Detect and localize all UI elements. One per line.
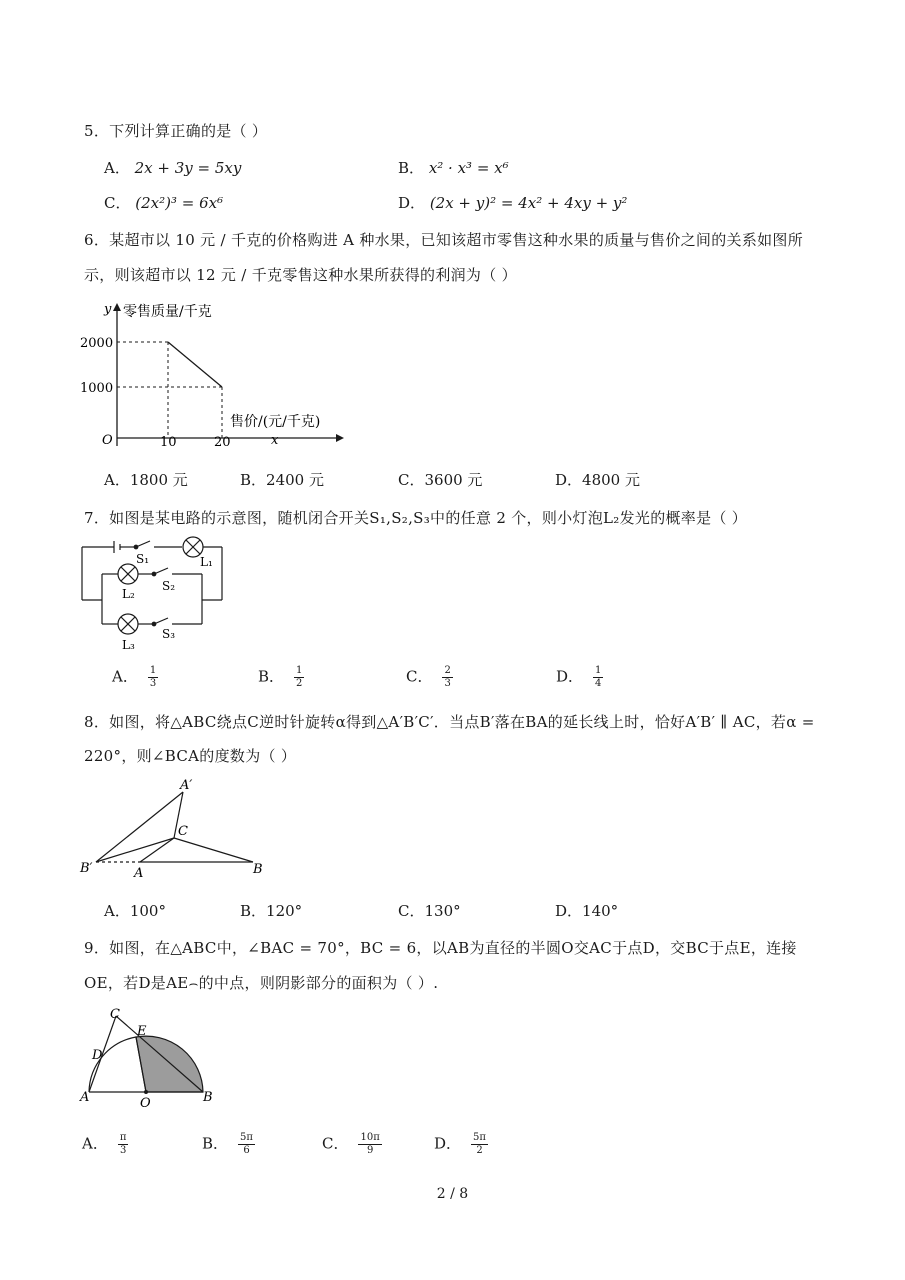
label-l1: L₁ xyxy=(200,555,213,569)
page-number: 2 / 8 xyxy=(436,1186,469,1202)
semicircle-arc-left xyxy=(89,1037,136,1092)
switch-s1 xyxy=(136,541,150,547)
q7-option-b-label: B． xyxy=(258,667,285,686)
q7-option-b-num: 1 xyxy=(296,665,303,676)
q7-option-c-label: C． xyxy=(406,667,433,686)
q6-graph xyxy=(76,298,356,458)
q7-option-b-fraction xyxy=(294,665,304,690)
q9-option-b-den: 6 xyxy=(243,1145,250,1156)
q8-option-d[interactable]: D．140° xyxy=(555,902,619,920)
q9-option-b-label: B． xyxy=(202,1134,229,1153)
q7-option-d-label: D． xyxy=(556,667,584,686)
label-l3: L₃ xyxy=(122,638,135,652)
q7-option-b[interactable] xyxy=(258,665,304,690)
q9-option-d-num: 5π xyxy=(473,1132,486,1143)
q9-option-a-num: π xyxy=(119,1132,127,1143)
x-tick-10: 10 xyxy=(160,435,177,450)
q7-option-a-fraction xyxy=(148,665,158,690)
q9-option-a[interactable] xyxy=(82,1132,128,1157)
q9-option-a-fraction xyxy=(118,1132,129,1157)
label-d: D xyxy=(92,1048,103,1063)
q5-option-a-label: A． xyxy=(104,159,130,177)
q9-option-c[interactable] xyxy=(322,1132,382,1157)
label-c: C xyxy=(178,824,188,839)
q7-option-d-fraction xyxy=(593,665,603,690)
label-c: C xyxy=(110,1007,120,1022)
x-tick-20: 20 xyxy=(214,435,231,450)
q8-stem-line1: 8．如图，将△ABC绕点C逆时针旋转α得到△A′B′C′．当点B′落在BA的延长线上时，恰好A′B′ ∥ AC，若α = xyxy=(84,713,815,731)
q6-option-a[interactable]: A．1800 元 xyxy=(104,471,188,489)
q6-option-d[interactable]: D．4800 元 xyxy=(555,471,640,489)
q5-option-d-text: (2x + y)² = 4x² + 4xy + y² xyxy=(429,194,628,212)
q9-option-b-num: 5π xyxy=(240,1132,253,1143)
label-s1: S₁ xyxy=(136,552,150,566)
label-b-prime: B′ xyxy=(80,861,93,876)
q7-option-c-num: 2 xyxy=(444,665,451,676)
q5-option-d-label: D． xyxy=(398,194,426,212)
q6-stem-line1: 6．某超市以 10 元 / 千克的价格购进 A 种水果，已知该超市零售这种水果的质量与售价之间的关系如图所 xyxy=(84,231,804,249)
q9-option-c-label: C． xyxy=(322,1134,349,1153)
q5-option-a[interactable] xyxy=(104,157,241,178)
x-axis-letter: x xyxy=(271,433,279,448)
q7-option-c[interactable] xyxy=(406,665,453,690)
q9-option-d[interactable] xyxy=(434,1132,488,1157)
label-a: A xyxy=(80,1090,90,1105)
label-s2: S₂ xyxy=(162,579,176,593)
q9-option-c-den: 9 xyxy=(366,1145,374,1156)
q6-option-b[interactable]: B．2400 元 xyxy=(240,471,324,489)
label-b: B xyxy=(253,862,263,877)
label-a: A xyxy=(134,866,144,880)
q9-option-c-fraction xyxy=(358,1132,381,1157)
switch-s3 xyxy=(154,618,168,624)
label-o: O xyxy=(140,1096,151,1111)
segment-c-b xyxy=(174,838,253,862)
q7-option-c-den: 3 xyxy=(444,678,451,689)
label-e: E xyxy=(137,1024,147,1039)
q7-option-d[interactable] xyxy=(556,665,603,690)
q8-option-c[interactable]: C．130° xyxy=(398,902,461,920)
q8-option-b[interactable]: B．120° xyxy=(240,902,303,920)
switch-s2 xyxy=(154,568,168,574)
q7-option-d-num: 1 xyxy=(595,665,602,676)
q5-option-b[interactable] xyxy=(398,157,509,178)
label-a-prime: A′ xyxy=(180,778,193,793)
q7-stem: 7．如图是某电路的示意图，随机闭合开关S₁,S₂,S₃中的任意 2 个，则小灯泡L₂发光的概率是（ ） xyxy=(84,509,748,527)
y-tick-2000: 2000 xyxy=(80,336,114,351)
q9-option-d-label: D． xyxy=(434,1134,462,1153)
label-s3: S₃ xyxy=(162,627,176,641)
q9-option-b-fraction xyxy=(238,1132,255,1157)
q8-stem-line2: 220°，则∠BCA的度数为（ ） xyxy=(84,747,297,765)
q7-circuit xyxy=(78,532,228,654)
q7-option-b-den: 2 xyxy=(296,678,303,689)
y-axis-letter: y xyxy=(104,302,112,317)
q9-option-d-fraction xyxy=(471,1132,488,1157)
y-axis-arrow-icon xyxy=(113,303,121,311)
x-axis-arrow-icon xyxy=(336,434,344,442)
x-axis-label: 售价/(元/千克) xyxy=(230,414,321,430)
y-axis-label: 零售质量/千克 xyxy=(123,304,212,320)
price-quantity-line xyxy=(168,342,222,387)
q9-option-c-num: 10π xyxy=(360,1132,380,1143)
q9-option-d-den: 2 xyxy=(476,1145,483,1156)
segment-c-a xyxy=(140,838,174,862)
q7-option-a-label: A． xyxy=(112,667,138,686)
q5-option-d[interactable] xyxy=(398,192,627,213)
q9-option-a-den: 3 xyxy=(119,1145,127,1156)
q7-option-a[interactable] xyxy=(112,665,158,690)
q7-option-a-num: 1 xyxy=(149,665,157,676)
q7-option-a-den: 3 xyxy=(149,678,157,689)
label-l2: L₂ xyxy=(122,587,135,601)
segment-b-prime-c xyxy=(96,838,174,862)
q9-stem-line2: OE，若D是AE⌢的中点，则阴影部分的面积为（ ）. xyxy=(84,974,439,992)
q7-option-c-fraction xyxy=(442,665,452,690)
q5-option-b-text: x² · x³ = x⁶ xyxy=(428,159,509,177)
q8-option-a[interactable]: A．100° xyxy=(104,902,166,920)
segment-b-prime-a-prime xyxy=(96,792,183,862)
q5-option-c-label: C． xyxy=(104,194,131,212)
y-tick-1000: 1000 xyxy=(80,381,114,396)
q6-option-c[interactable]: C．3600 元 xyxy=(398,471,483,489)
q7-option-d-den: 4 xyxy=(595,678,602,689)
point-o xyxy=(144,1090,148,1094)
q5-option-c[interactable] xyxy=(104,192,223,213)
q5-option-a-text: 2x + 3y = 5xy xyxy=(134,159,242,177)
label-b: B xyxy=(203,1090,213,1105)
q5-option-c-text: (2x²)³ = 6x⁶ xyxy=(135,194,224,212)
origin-label: O xyxy=(102,433,113,448)
q8-figure xyxy=(78,775,278,880)
q5-option-b-label: B． xyxy=(398,159,425,177)
q9-option-b[interactable] xyxy=(202,1132,255,1157)
q5-stem: 5．下列计算正确的是（ ） xyxy=(84,122,268,140)
q9-stem-line1: 9．如图，在△ABC中，∠BAC = 70°，BC = 6，以AB为直径的半圆O交AC于点D，交BC于点E，连接 xyxy=(84,939,797,957)
q6-stem-line2: 示，则该超市以 12 元 / 千克零售这种水果所获得的利润为（ ） xyxy=(84,266,517,284)
q9-figure xyxy=(76,1004,226,1112)
q9-option-a-label: A． xyxy=(82,1134,108,1153)
